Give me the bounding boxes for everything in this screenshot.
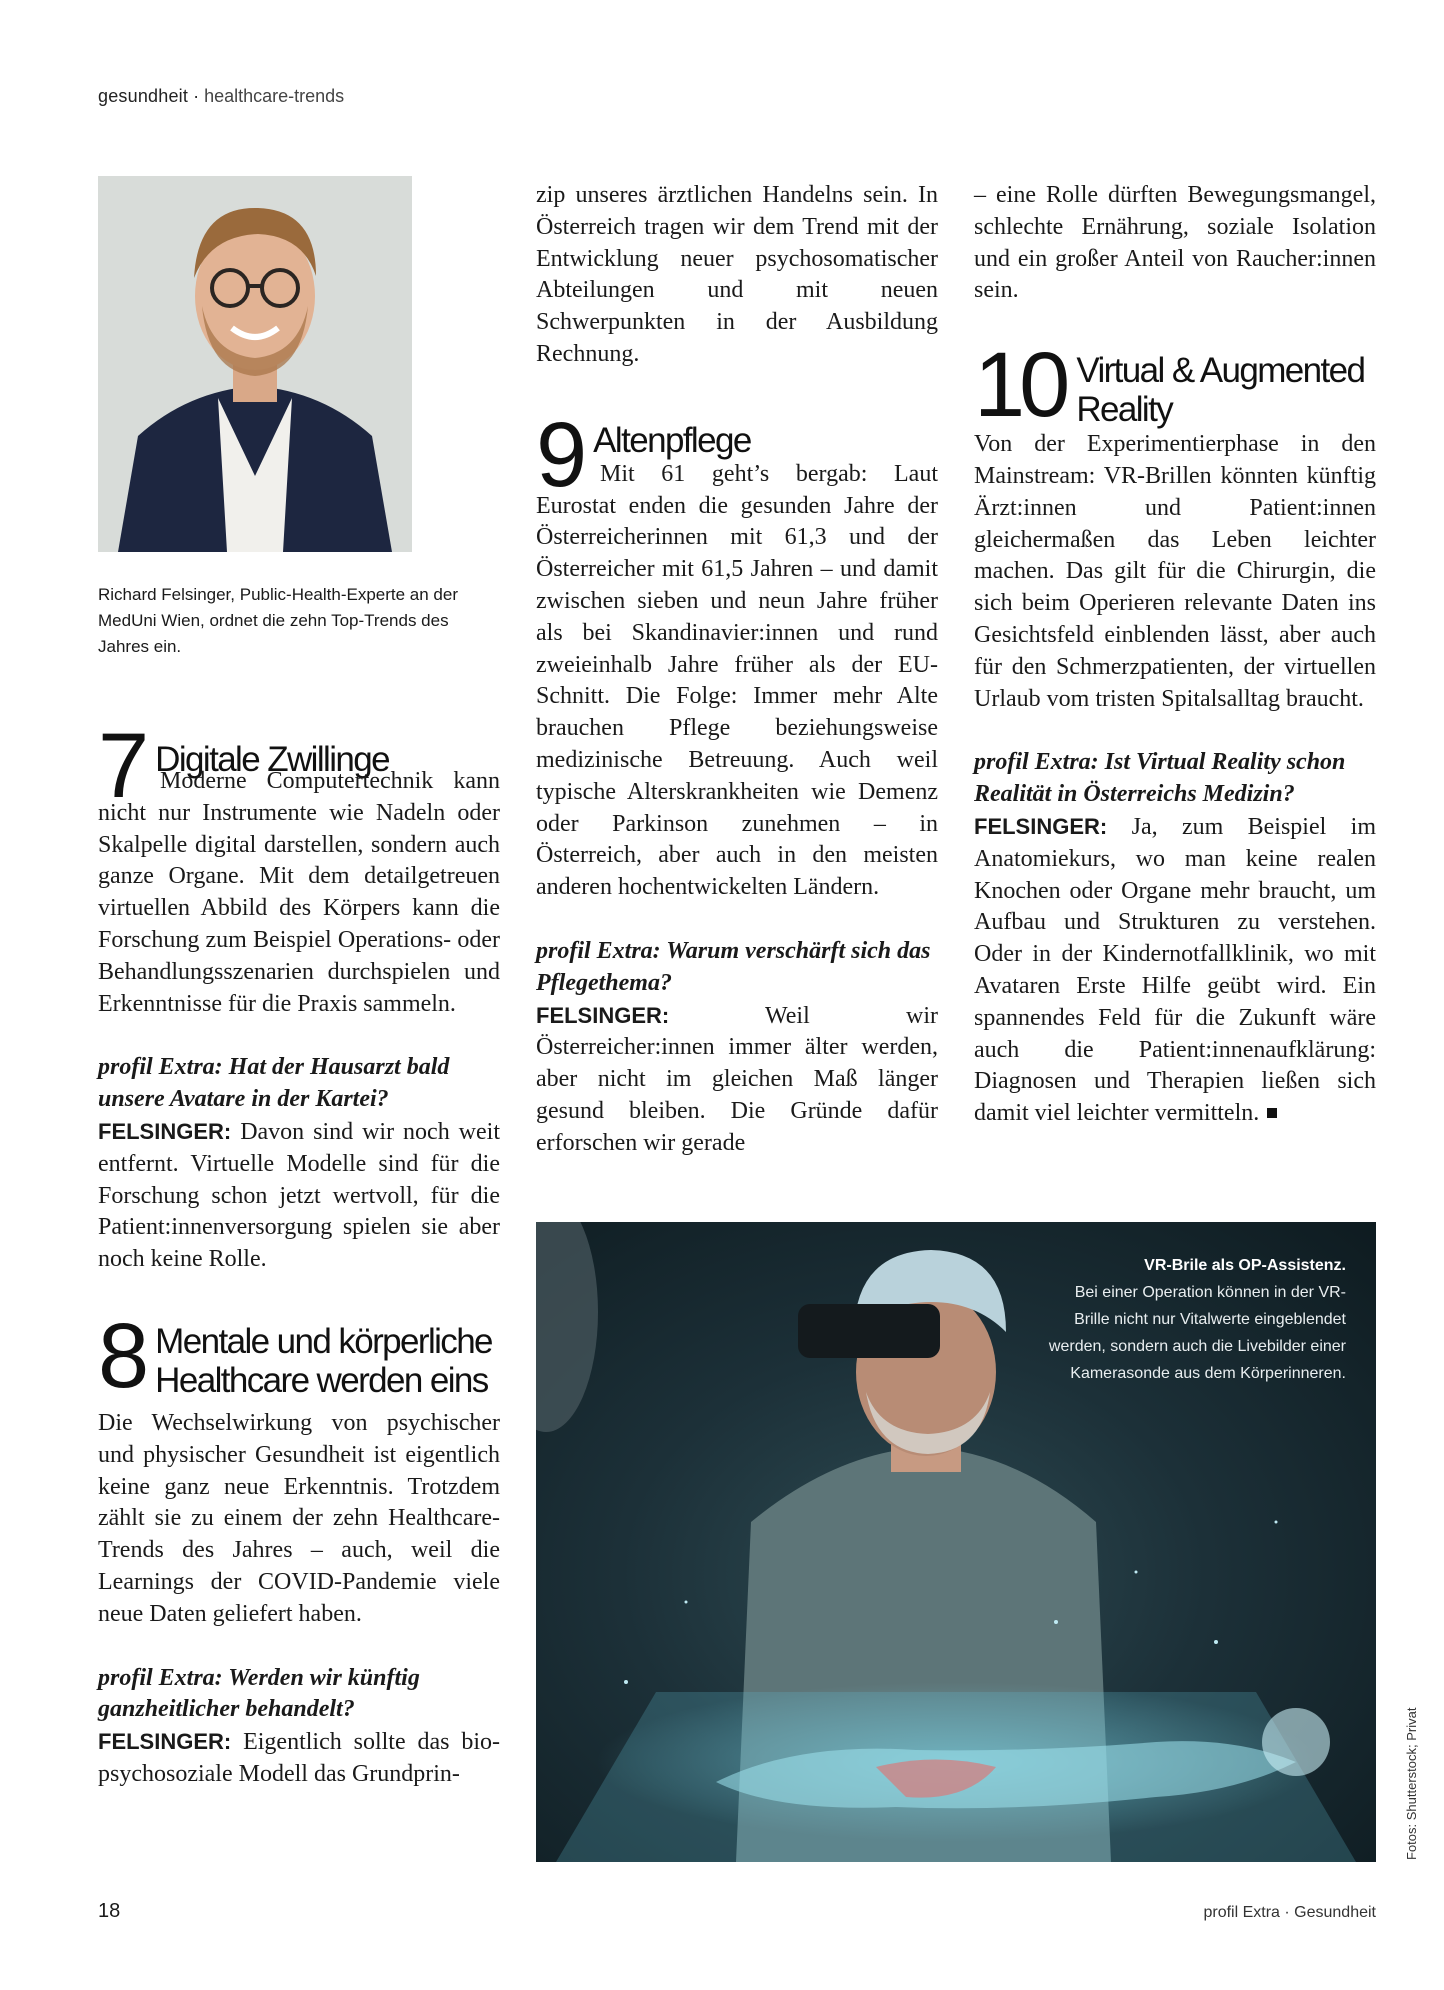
- trend-7-number: 7: [98, 715, 144, 817]
- trend-7-answer-label: FELSINGER:: [98, 1118, 232, 1144]
- trend-8-question: profil Extra: Werden wir künftig ganzheitlicher behandelt?: [98, 1664, 420, 1723]
- photo-caption-title: VR-Brile als OP-Assistenz.: [1144, 1257, 1346, 1274]
- trend-7-body: Moderne Computertechnik kann nicht nur Instrumente wie Nadeln oder Skalpelle digital darstellen, sondern auch ganze Organe. Mit dem detailgetreuen virtuellen Abbild des Körpers kann die Forschung zum Beispiel Operations- oder Behandlungsszenarien durchspielen und Erkenntnisse für die Praxis sammeln.: [98, 768, 500, 1017]
- trend-8-body: Die Wechselwirkung von psychischer und physischer Gesundheit ist eigentlich keine ganz neue Erkenntnis. Trotzdem zählt sie zu einem der zehn Healthcare-Trends des Jahres – auch, weil die Learnings der COVID-Pandemie viele neue Daten geliefert haben.: [98, 1409, 500, 1627]
- trend-9-title: Altenpflege: [593, 420, 751, 460]
- page-number: 18: [98, 1900, 121, 1922]
- trend-7-answer-text: Davon sind wir noch weit entfernt. Virtuelle Modelle sind für die Forschung schon jetzt wertvoll, für die Patient:innenversorgung spielen sie aber noch keine Rolle.: [98, 1118, 500, 1273]
- trend-7-title: Digitale Zwillinge: [155, 740, 389, 779]
- trend-10-heading: [974, 334, 1376, 437]
- trend-9-answer: [536, 1000, 938, 1160]
- column-1: [98, 176, 500, 1791]
- subsection-label: healthcare-trends: [204, 86, 345, 106]
- trend-8-number: 8: [98, 1304, 144, 1407]
- trend-9-number: 9: [536, 403, 582, 506]
- trend-10-number: 10: [974, 334, 1065, 437]
- trend-9-answer-text: Weil wir Österreicher:innen immer älter werden, aber nicht im gleichen Maß länger gesund bleiben. Die Gründe dafür erforschen wir gerade: [536, 1002, 938, 1156]
- page-footer: profil Extra · Gesundheit: [1203, 1904, 1376, 1921]
- trend-8-answer-label: FELSINGER:: [98, 1729, 232, 1755]
- trend-9-answer-label: FELSINGER:: [536, 1002, 670, 1028]
- trend-7-question: profil Extra: Hat der Hausarzt bald unsere Avatare in der Kartei?: [98, 1054, 450, 1113]
- portrait-illustration: [98, 176, 412, 552]
- trend-9-continuation: – eine Rolle dürften Bewegungsmangel, schlechte Ernährung, soziale Isolation und ein großer Anteil von Raucher:innen sein.: [974, 182, 1376, 304]
- column-3: [974, 176, 1376, 1130]
- trend-8-answer-text: Eigentlich sollte das bio-psychosoziale Modell das Grundprin-: [98, 1729, 500, 1787]
- trend-10-answer-text: Ja, zum Beispiel im Anatomiekurs, wo man keine realen Knochen oder Organe mehr braucht, um Aufbau und Strukturen zu verstehen. Oder in der Kindernotfallklinik, wo mit Avataren Erste Hilfe geübt wird. Ein spannendes Feld für die Zukunft wäre auch die Patient:innenaufklärung: Diagnosen und Therapien ließen sich damit viel leichter vermitteln.: [974, 813, 1376, 1127]
- section-label: gesundheit: [98, 86, 189, 106]
- trend-9-question: profil Extra: Warum verschärft sich das Pflegethema?: [536, 937, 931, 996]
- photo-credit: Fotos: Shutterstock; Privat: [1404, 1707, 1419, 1860]
- trend-9-body: Mit 61 geht’s bergab: Laut Eurostat enden die gesunden Jahre der Österreicherinnen mit 61,3 und der Österreicher mit 61,5 Jahren – und damit zwischen sieben und neun Jahre früher als bei Skandinavier:innen und rund zweieinhalb Jahre früher als der EU-Schnitt. Die Folge: Immer mehr Alte brauchen Pflege beziehungsweise medizinische Betreuung. Auch weil typische Alterskrankheiten wie Demenz oder Parkinson zunehmen – in Österreich, aber auch in den meisten anderen hochentwickelten Ländern.: [536, 460, 938, 901]
- column-2: [536, 176, 938, 1160]
- portrait-photo: [98, 176, 412, 552]
- photo-caption: [1046, 1252, 1346, 1387]
- trend-10-body: Von der Experimentierphase in den Mainstream: VR-Brillen könnten künftig Ärzt:innen und Patient:innen gleichermaßen das Leben leichter machen. Das gilt für die Chirurgin, die sich beim Operieren relevante Daten ins Gesichtsfeld einblenden lässt, aber auch für den Schmerzpatienten, der virtuellen Urlaub vom tristen Spitalsalltag braucht.: [974, 431, 1376, 712]
- trend-7-answer: [98, 1116, 500, 1276]
- trend-8-heading: [98, 1304, 500, 1407]
- trend-10-title: Virtual & Augmented Reality: [1076, 351, 1365, 430]
- trend-10-question: profil Extra: Ist Virtual Reality schon Realität in Österreichs Medizin?: [974, 749, 1346, 808]
- trend-8-continuation: zip unseres ärztlichen Handelns sein. In Österreich tragen wir dem Trend mit der Entwicklung neuer psychosomatischer Abteilungen und mit neuen Schwerpunkten in der Ausbildung Rechnung.: [536, 182, 938, 367]
- portrait-caption: Richard Felsinger, Public-Health-Experte an der MedUni Wien, ordnet die zehn Top-Trends des Jahres ein.: [98, 585, 459, 656]
- photo-caption-text: Bei einer Operation können in der VR-Brille nicht nur Vitalwerte eingeblendet werden, sondern auch die Livebilder einer Kamerasonde aus dem Körperinneren.: [1048, 1284, 1346, 1382]
- end-mark-icon: [1267, 1108, 1277, 1118]
- trend-10-answer: [974, 811, 1376, 1130]
- trend-8-title: Mentale und körperliche Healthcare werden eins: [155, 1321, 492, 1400]
- section-header: [98, 86, 344, 107]
- vr-surgery-photo: [536, 1222, 1376, 1862]
- trend-8-answer: [98, 1726, 500, 1791]
- trend-10-answer-label: FELSINGER:: [974, 813, 1108, 839]
- header-separator: ·: [188, 86, 205, 106]
